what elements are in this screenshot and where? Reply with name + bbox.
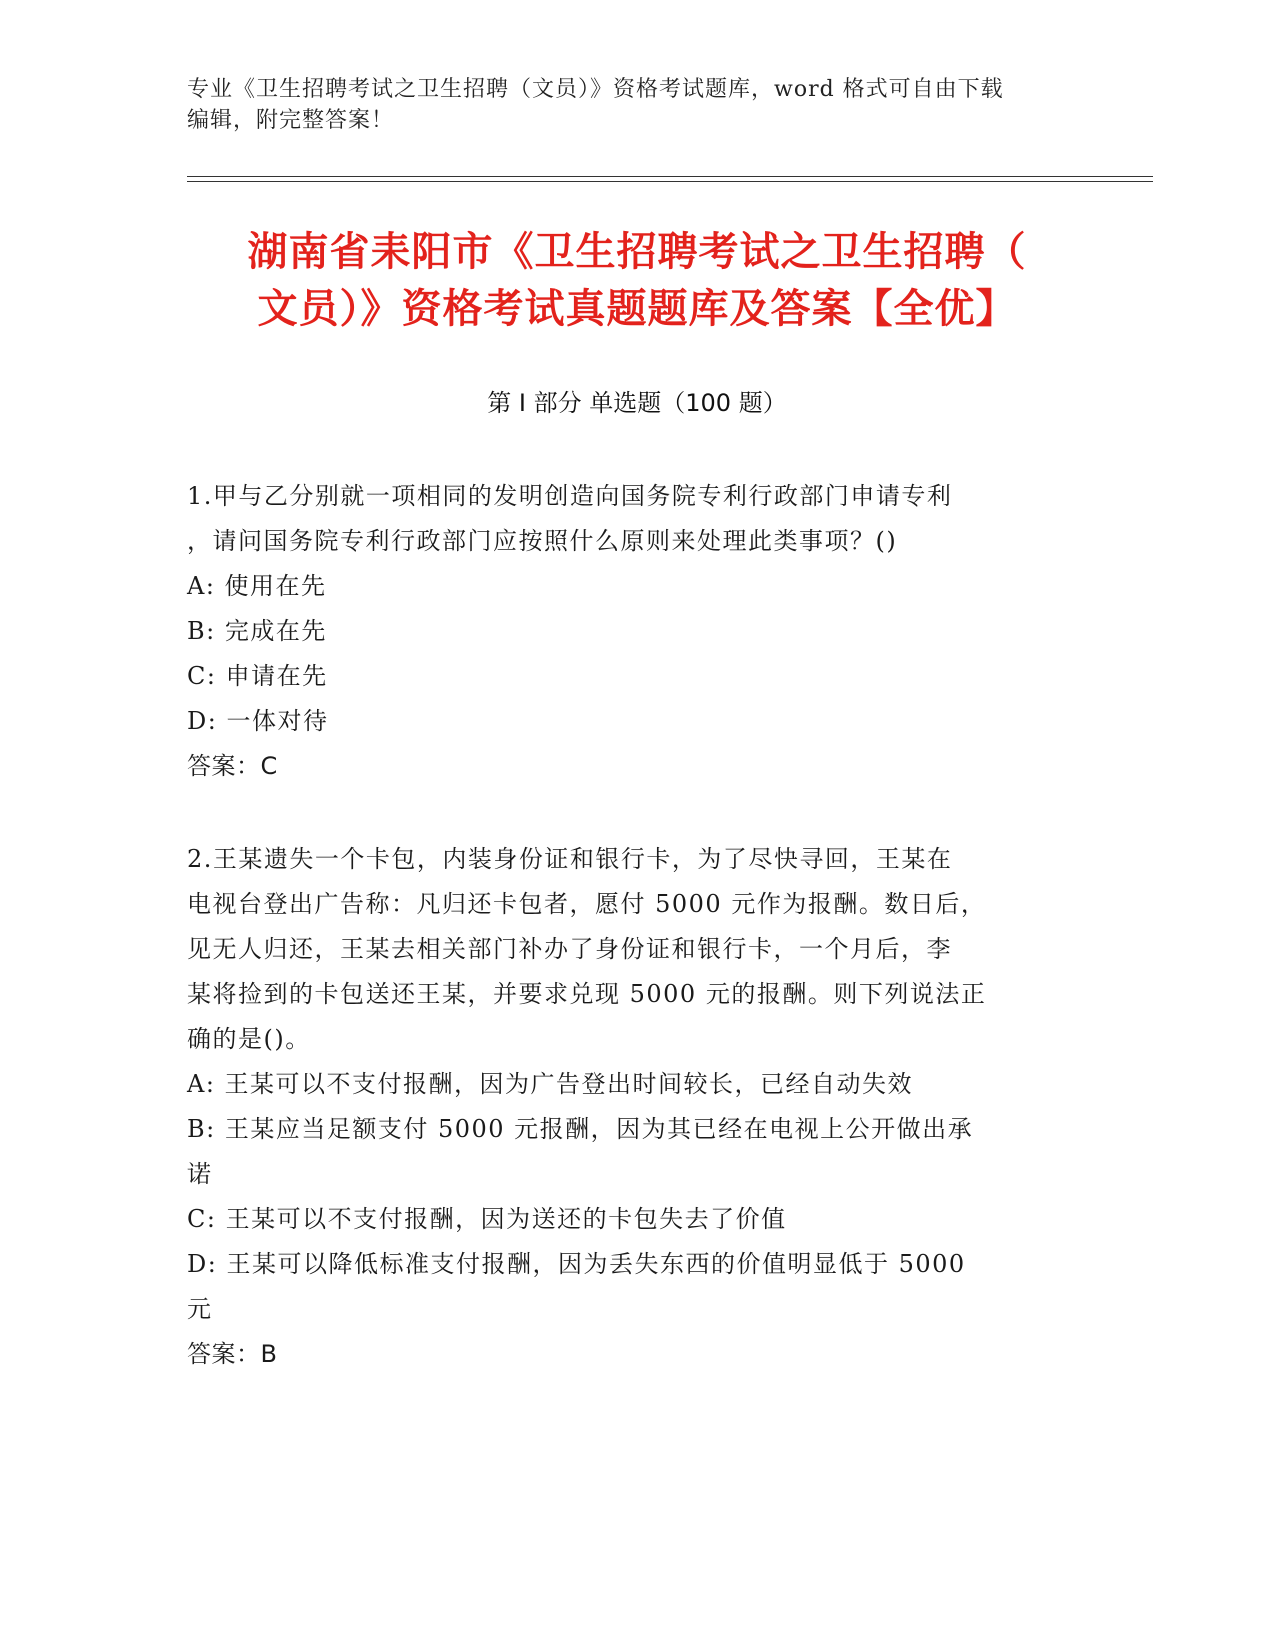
answer-line: 答案：B	[187, 1340, 278, 1368]
question-stem-line: 1.甲与乙分别就一项相同的发明创造向国务院专利行政部门申请专利	[187, 482, 953, 510]
question-stem-line: ，请问国务院专利行政部门应按照什么原则来处理此类事项？()	[187, 527, 898, 555]
title-line-2: 文员）》资格考试真题题库及答案【全优】	[257, 286, 1017, 332]
question-stem-line: 见无人归还，王某去相关部门补办了身份证和银行卡，一个月后，李	[187, 935, 952, 963]
option-a: A: 使用在先	[187, 572, 327, 600]
question-stem-line: 2.王某遗失一个卡包，内装身份证和银行卡，为了尽快寻回，王某在	[187, 845, 953, 873]
question-stem-line: 电视台登出广告称：凡归还卡包者，愿付 5000 元作为报酬。数日后，	[187, 890, 987, 918]
header-line-2: 编辑，附完整答案！	[187, 108, 395, 133]
option-c: C: 王某可以不支付报酬，因为送还的卡包失去了价值	[187, 1205, 787, 1233]
document-title	[187, 224, 1087, 338]
option-d: D: 王某可以降低标准支付报酬，因为丢失东西的价值明显低于 5000	[187, 1250, 966, 1278]
option-c: C: 申请在先	[187, 662, 328, 690]
option-d: D: 一体对待	[187, 707, 329, 735]
section-heading: 第 I 部分 单选题（100 题）	[487, 389, 787, 417]
header-divider-bottom	[187, 181, 1153, 182]
header-line-1: 专业《卫生招聘考试之卫生招聘（文员）》资格考试题库，word 格式可自由下载	[187, 77, 1004, 102]
answer-line: 答案：C	[187, 752, 278, 780]
option-b-continued: 诺	[187, 1160, 213, 1188]
option-d-continued: 元	[187, 1295, 213, 1323]
question-stem-line: 某将捡到的卡包送还王某，并要求兑现 5000 元的报酬。则下列说法正	[187, 980, 987, 1008]
title-line-1: 湖南省耒阳市《卫生招聘考试之卫生招聘（	[247, 229, 1027, 275]
option-b: B: 王某应当足额支付 5000 元报酬，因为其已经在电视上公开做出承	[187, 1115, 974, 1143]
page-header	[187, 74, 1067, 136]
option-a: A: 王某可以不支付报酬，因为广告登出时间较长，已经自动失效	[187, 1070, 914, 1098]
header-divider-top	[187, 176, 1153, 177]
option-b: B: 完成在先	[187, 617, 327, 645]
question-stem-line: 确的是()。	[187, 1025, 311, 1053]
question-1	[187, 474, 1073, 789]
question-2	[187, 837, 1073, 1377]
